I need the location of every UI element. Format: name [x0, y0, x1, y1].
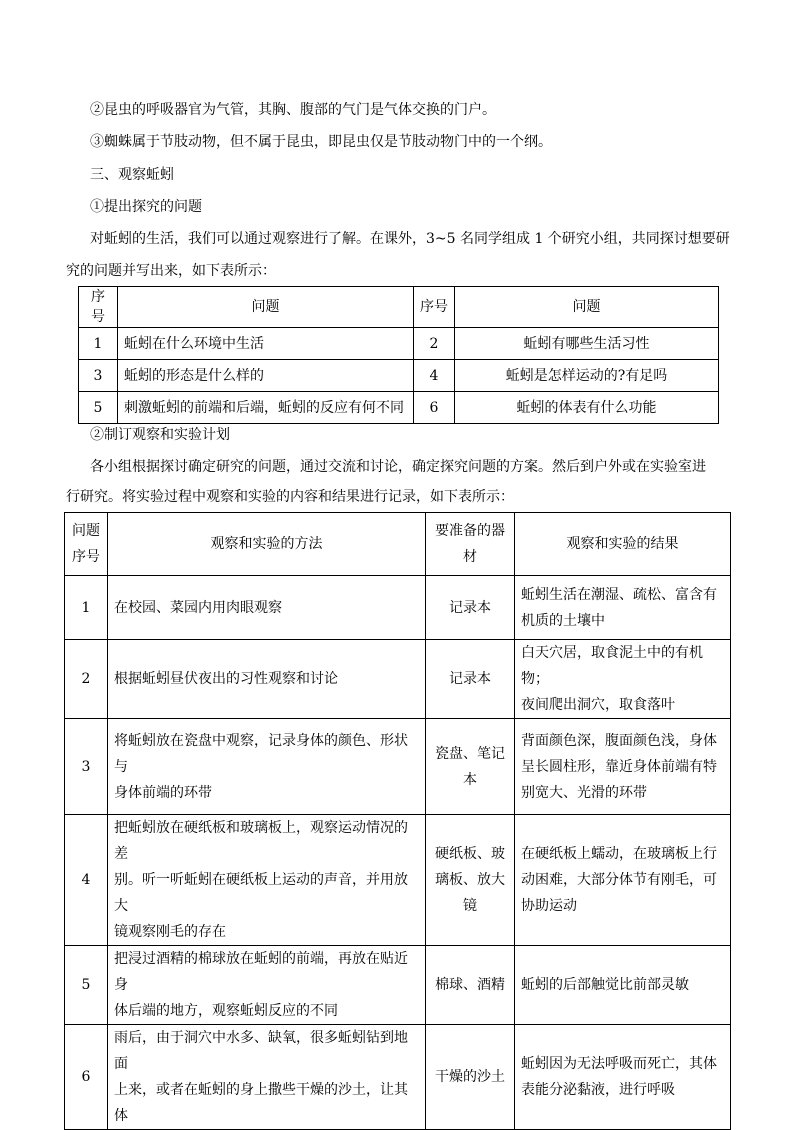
cell-line: 镜观察刚毛的存在: [114, 924, 226, 940]
paragraph-intro-line1: 对蚯蚓的生活，我们可以通过观察进行了解。在课外，3~5 名同学组成 1 个研究小组，共同探讨想要研: [90, 231, 730, 247]
table-cell: 6: [414, 392, 455, 424]
cell-line: 别。听一听蚯蚓在硬纸板上运动的声音，并用放大: [114, 872, 408, 914]
table-row: [65, 1025, 731, 1130]
cell-line: 身体前端的环带: [114, 784, 212, 801]
cell-line: 蚯蚓生活在潮湿、疏松、富含有: [521, 586, 717, 603]
equipment-cell: [426, 946, 515, 1025]
cell-line: 记录本: [449, 671, 491, 687]
header-text: 材: [463, 549, 477, 565]
table-header-row: [65, 513, 731, 576]
result-cell: [515, 815, 731, 946]
header-cell-method: 观察和实验的方法: [108, 513, 426, 576]
cell-line: 白天穴居，取食泥土中的有机物；: [521, 645, 703, 687]
table-cell: 蚯蚓是怎样运动的?有足吗: [455, 360, 719, 392]
result-cell: [515, 719, 731, 815]
cell-line: 雨后，由于洞穴中水多、缺氧，很多蚯蚓钻到地面: [114, 1030, 408, 1072]
paragraph-intro-line2: 究的问题并写出来，如下表所示：: [66, 263, 276, 279]
cell-line: 镜: [463, 898, 477, 914]
method-cell: [108, 815, 426, 946]
equipment-cell: [426, 1025, 515, 1130]
header-cell: 问题: [455, 287, 719, 328]
cell-line: 在校园、菜园内用肉眼观察: [114, 599, 282, 616]
experiment-table: [64, 512, 731, 1130]
cell-line: 本: [463, 771, 477, 788]
cell-line: 棉球、酒精: [435, 977, 505, 993]
cell-line: 蚯蚓的后部触觉比前部灵敏: [521, 977, 689, 993]
cell-line: 呈长圆柱形，靠近身体前端有特: [521, 758, 717, 775]
table-cell: 蚯蚓的形态是什么样的: [118, 360, 414, 392]
row-number: 6: [65, 1025, 108, 1130]
header-text: 序号: [72, 549, 100, 565]
cell-line: 在硬纸板上蠕动，在玻璃板上行: [521, 846, 717, 862]
table-cell: 4: [414, 360, 455, 392]
header-cell: 序号: [79, 287, 118, 328]
method-cell: [108, 946, 426, 1025]
result-cell: [515, 576, 731, 640]
header-cell: 序号: [414, 287, 455, 328]
cell-line: 将蚯蚓放在瓷盘中观察，记录身体的颜色、形状与: [114, 732, 408, 775]
result-cell: [515, 1025, 731, 1130]
row-number: 1: [65, 576, 108, 640]
table-cell: 蚯蚓的体表有什么功能: [455, 392, 719, 424]
header-cell-num: [65, 513, 108, 576]
method-cell: [108, 640, 426, 719]
header-text: 问题: [72, 523, 100, 539]
subheading-questions: ①提出探究的问题: [90, 199, 202, 215]
table-cell: 1: [79, 328, 118, 360]
table-cell: 2: [414, 328, 455, 360]
table-row: [79, 360, 719, 392]
equipment-cell: [426, 640, 515, 719]
row-number: 3: [65, 719, 108, 815]
cell-line: 根据蚯蚓昼伏夜出的习性观察和讨论: [114, 671, 338, 687]
table-header-row: [79, 287, 719, 328]
cell-line: 瓷盘、笔记: [435, 745, 505, 762]
table-cell: 蚯蚓有哪些生活习性: [455, 328, 719, 360]
cell-line: 背面颜色深，腹面颜色浅，身体: [521, 732, 717, 749]
cell-line: 把蚯蚓放在硬纸板和玻璃板上，观察运动情况的差: [114, 820, 408, 862]
row-number: 5: [65, 946, 108, 1025]
cell-line: 干燥的沙土: [435, 1069, 505, 1085]
table-row: [79, 392, 719, 424]
header-text: 要准备的器: [435, 523, 505, 539]
row-number: 2: [65, 640, 108, 719]
cell-line: 别宽大、光滑的环带: [521, 784, 647, 801]
equipment-cell: [426, 815, 515, 946]
cell-line: 夜间爬出洞穴，取食落叶: [521, 697, 675, 713]
section-heading: 三、观察蚯蚓: [90, 167, 174, 183]
cell-line: 记录本: [449, 599, 491, 616]
result-cell: [515, 946, 731, 1025]
cell-line: 协助运动: [521, 898, 577, 914]
row-number: 4: [65, 815, 108, 946]
cell-line: 蚯蚓因为无法呼吸而死亡，其体: [521, 1056, 717, 1072]
table-row: [65, 719, 731, 815]
table-cell: 刺激蚯蚓的前端和后端，蚯蚓的反应有何不同: [118, 392, 414, 424]
table-cell: 5: [79, 392, 118, 424]
equipment-cell: [426, 576, 515, 640]
table-row: [65, 640, 731, 719]
method-cell: [108, 719, 426, 815]
table-row: [79, 328, 719, 360]
result-cell: [515, 640, 731, 719]
paragraph-plan-line1: 各小组根据探讨确定研究的问题，通过交流和讨论，确定探究问题的方案。然后到户外或在实验室进: [90, 459, 706, 475]
table-row: [65, 815, 731, 946]
equipment-cell: [426, 719, 515, 815]
questions-table: [78, 286, 719, 424]
cell-line: 上来，或者在蚯蚓的身上撒些干燥的沙土，让其体: [114, 1082, 408, 1124]
table-cell: 蚯蚓在什么环境中生活: [118, 328, 414, 360]
header-cell: 问题: [118, 287, 414, 328]
method-cell: [108, 576, 426, 640]
subheading-plan: ②制订观察和实验计划: [90, 427, 230, 443]
cell-line: 璃板、放大: [435, 872, 505, 888]
cell-line: 表能分泌黏液，进行呼吸: [521, 1082, 675, 1098]
table-cell: 3: [79, 360, 118, 392]
paragraph-plan-line2: 行研究。将实验过程中观察和实验的内容和结果进行记录，如下表所示：: [66, 489, 514, 505]
paragraph-spider: ③蜘蛛属于节肢动物，但不属于昆虫，即昆虫仅是节肢动物门中的一个纲。: [90, 134, 552, 150]
table-row: [65, 946, 731, 1025]
method-cell: [108, 1025, 426, 1130]
cell-line: 硬纸板、玻: [435, 846, 505, 862]
paragraph-respiratory: ②昆虫的呼吸器官为气管，其胸、腹部的气门是气体交换的门户。: [90, 102, 496, 118]
header-cell-equipment: [426, 513, 515, 576]
cell-line: 把浸过酒精的棉球放在蚯蚓的前端，再放在贴近身: [114, 951, 408, 993]
header-cell-result: 观察和实验的结果: [515, 513, 731, 576]
cell-line: 动困难，大部分体节有刚毛，可: [521, 872, 717, 888]
cell-line: 机质的土壤中: [521, 612, 605, 629]
table-row: [65, 576, 731, 640]
cell-line: 体后端的地方，观察蚯蚓反应的不同: [114, 1003, 338, 1019]
